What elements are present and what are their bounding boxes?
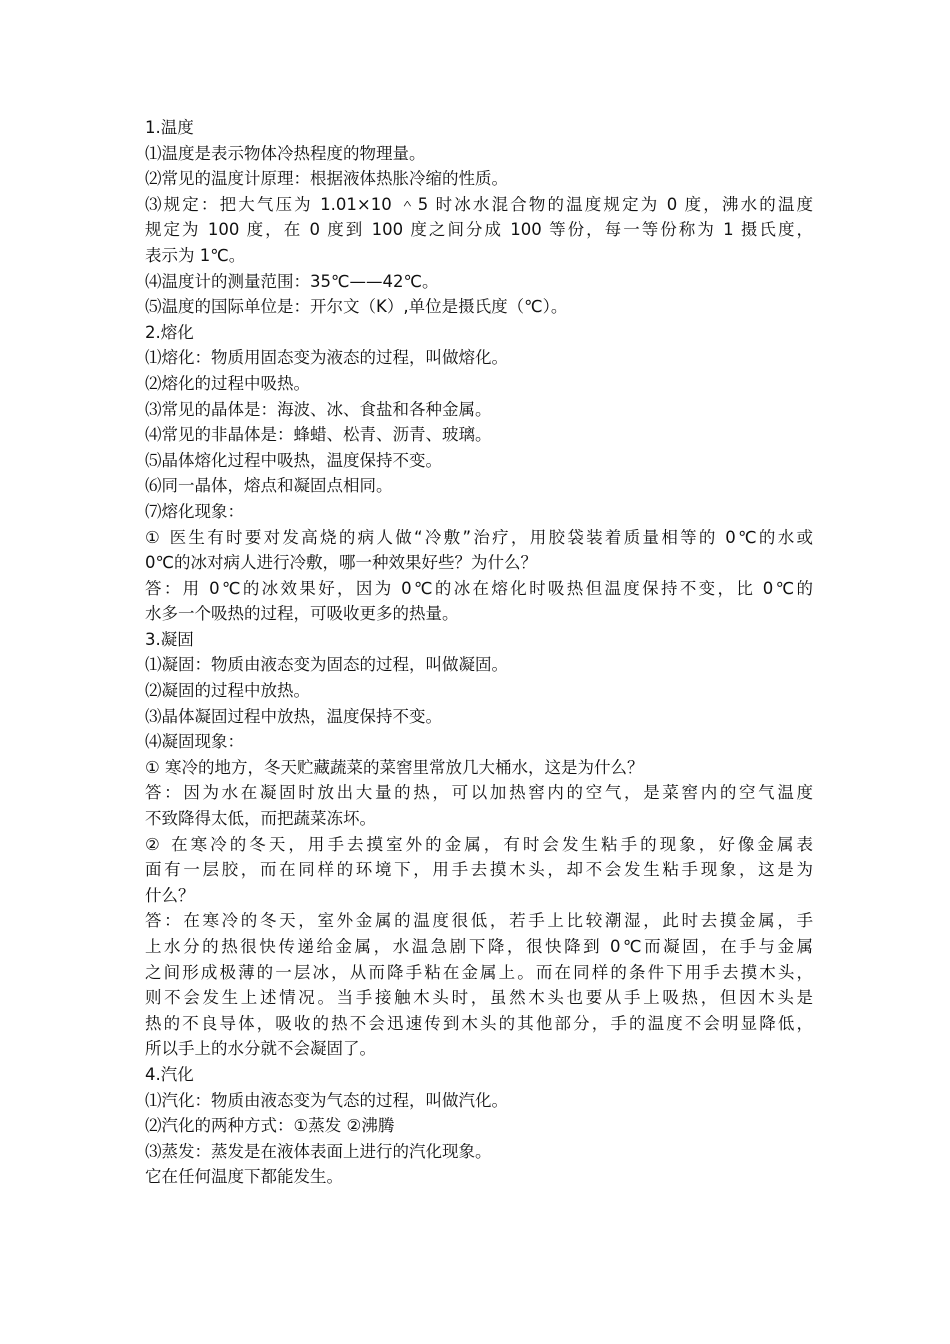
text-line: ⑴温度是表示物体冷热程度的物理量。 xyxy=(145,143,426,163)
text-line: ⑴凝固：物质由液态变为固态的过程，叫做凝固。 xyxy=(145,655,508,675)
text-line: ⑴熔化：物质用固态变为液态的过程，叫做熔化。 xyxy=(145,348,508,368)
text-line: ① 寒冷的地方，冬天贮藏蔬菜的菜窖里常放几大桶水，这是为什么？ xyxy=(145,757,644,777)
text-line: ⑸温度的国际单位是：开尔文（K）,单位是摄氏度（℃）。 xyxy=(145,297,568,317)
text-line: ⑷温度计的测量范围：35℃——42℃。 xyxy=(145,271,439,291)
text-line: 热的不良导体，吸收的热不会迅速传到木头的其他部分，手的温度不会明显降低， xyxy=(145,1013,813,1033)
text-line: 不致降得太低，而把蔬菜冻坏。 xyxy=(145,809,376,829)
text-line: ⑸晶体熔化过程中吸热，温度保持不变。 xyxy=(145,450,442,470)
text-line: 则不会发生上述情况。当手接触木头时，虽然木头也要从手上吸热，但因木头是 xyxy=(145,988,813,1008)
text-line: 面有一层胶，而在同样的环境下，用手去摸木头，却不会发生粘手现象，这是为 xyxy=(145,860,813,880)
text-line: ⑷常见的非晶体是：蜂蜡、松青、沥青、玻璃。 xyxy=(145,425,492,445)
section-heading-temperature: 1.温度 xyxy=(145,118,194,137)
text-line: 规定为 100 度，在 0 度到 100 度之间分成 100 等份，每一等份称为 1 摄氏度， xyxy=(145,220,813,240)
text-line: ① 医生有时要对发高烧的病人做“冷敷”治疗，用胶袋装着质量相等的 0℃的水或 xyxy=(145,527,813,547)
text-line: 答：因为水在凝固时放出大量的热，可以加热窖内的空气，是菜窖内的空气温度 xyxy=(145,783,813,803)
text-line: ⑵汽化的两种方式：①蒸发 ②沸腾 xyxy=(145,1116,395,1136)
text-line: 表示为 1℃。 xyxy=(145,245,246,265)
document-body xyxy=(145,115,813,1190)
text-line: 它在任何温度下都能发生。 xyxy=(145,1167,343,1187)
text-line: ⑺熔化现象： xyxy=(145,501,244,521)
text-line: ⑵凝固的过程中放热。 xyxy=(145,681,310,701)
section-heading-melting: 2.熔化 xyxy=(145,322,194,342)
text-line: ⑴汽化：物质由液态变为气态的过程，叫做汽化。 xyxy=(145,1090,508,1110)
text-line: 0℃的冰对病人进行冷敷，哪一种效果好些？为什么？ xyxy=(145,553,538,573)
text-line: ⑶晶体凝固过程中放热，温度保持不变。 xyxy=(145,706,442,726)
text-line: ⑹同一晶体，熔点和凝固点相同。 xyxy=(145,476,393,496)
text-line: ⑵熔化的过程中吸热。 xyxy=(145,373,310,393)
section-heading-vaporization: 4.汽化 xyxy=(145,1064,194,1084)
text-line: ⑶蒸发：蒸发是在液体表面上进行的汽化现象。 xyxy=(145,1141,492,1161)
text-line: ② 在寒冷的冬天，用手去摸室外的金属，有时会发生粘手的现象，好像金属表 xyxy=(145,834,813,854)
text-line: 水多一个吸热的过程，可吸收更多的热量。 xyxy=(145,604,459,624)
text-line: 所以手上的水分就不会凝固了。 xyxy=(145,1039,376,1059)
text-line: 上水分的热很快传递给金属，水温急剧下降，很快降到 0℃而凝固，在手与金属 xyxy=(145,937,813,956)
text-line: ⑶规定：把大气压为 1.01×10 ＾5 时冰水混合物的温度规定为 0 度，沸水的温度 xyxy=(145,194,813,214)
section-heading-solidification: 3.凝固 xyxy=(145,629,194,649)
text-line: 答：在寒冷的冬天，室外金属的温度很低，若手上比较潮湿，此时去摸金属，手 xyxy=(145,911,813,931)
text-line: 之间形成极薄的一层冰，从而降手粘在金属上。而在同样的条件下用手去摸木头， xyxy=(145,962,813,982)
text-line: ⑵常见的温度计原理：根据液体热胀冷缩的性质。 xyxy=(145,169,508,189)
text-line: ⑶常见的晶体是：海波、冰、食盐和各种金属。 xyxy=(145,399,492,419)
text-line: 答：用 0℃的冰效果好，因为 0℃的冰在熔化时吸热但温度保持不变，比 0℃的 xyxy=(145,578,813,598)
text-line: ⑷凝固现象： xyxy=(145,732,244,752)
text-line: 什么？ xyxy=(145,885,195,905)
